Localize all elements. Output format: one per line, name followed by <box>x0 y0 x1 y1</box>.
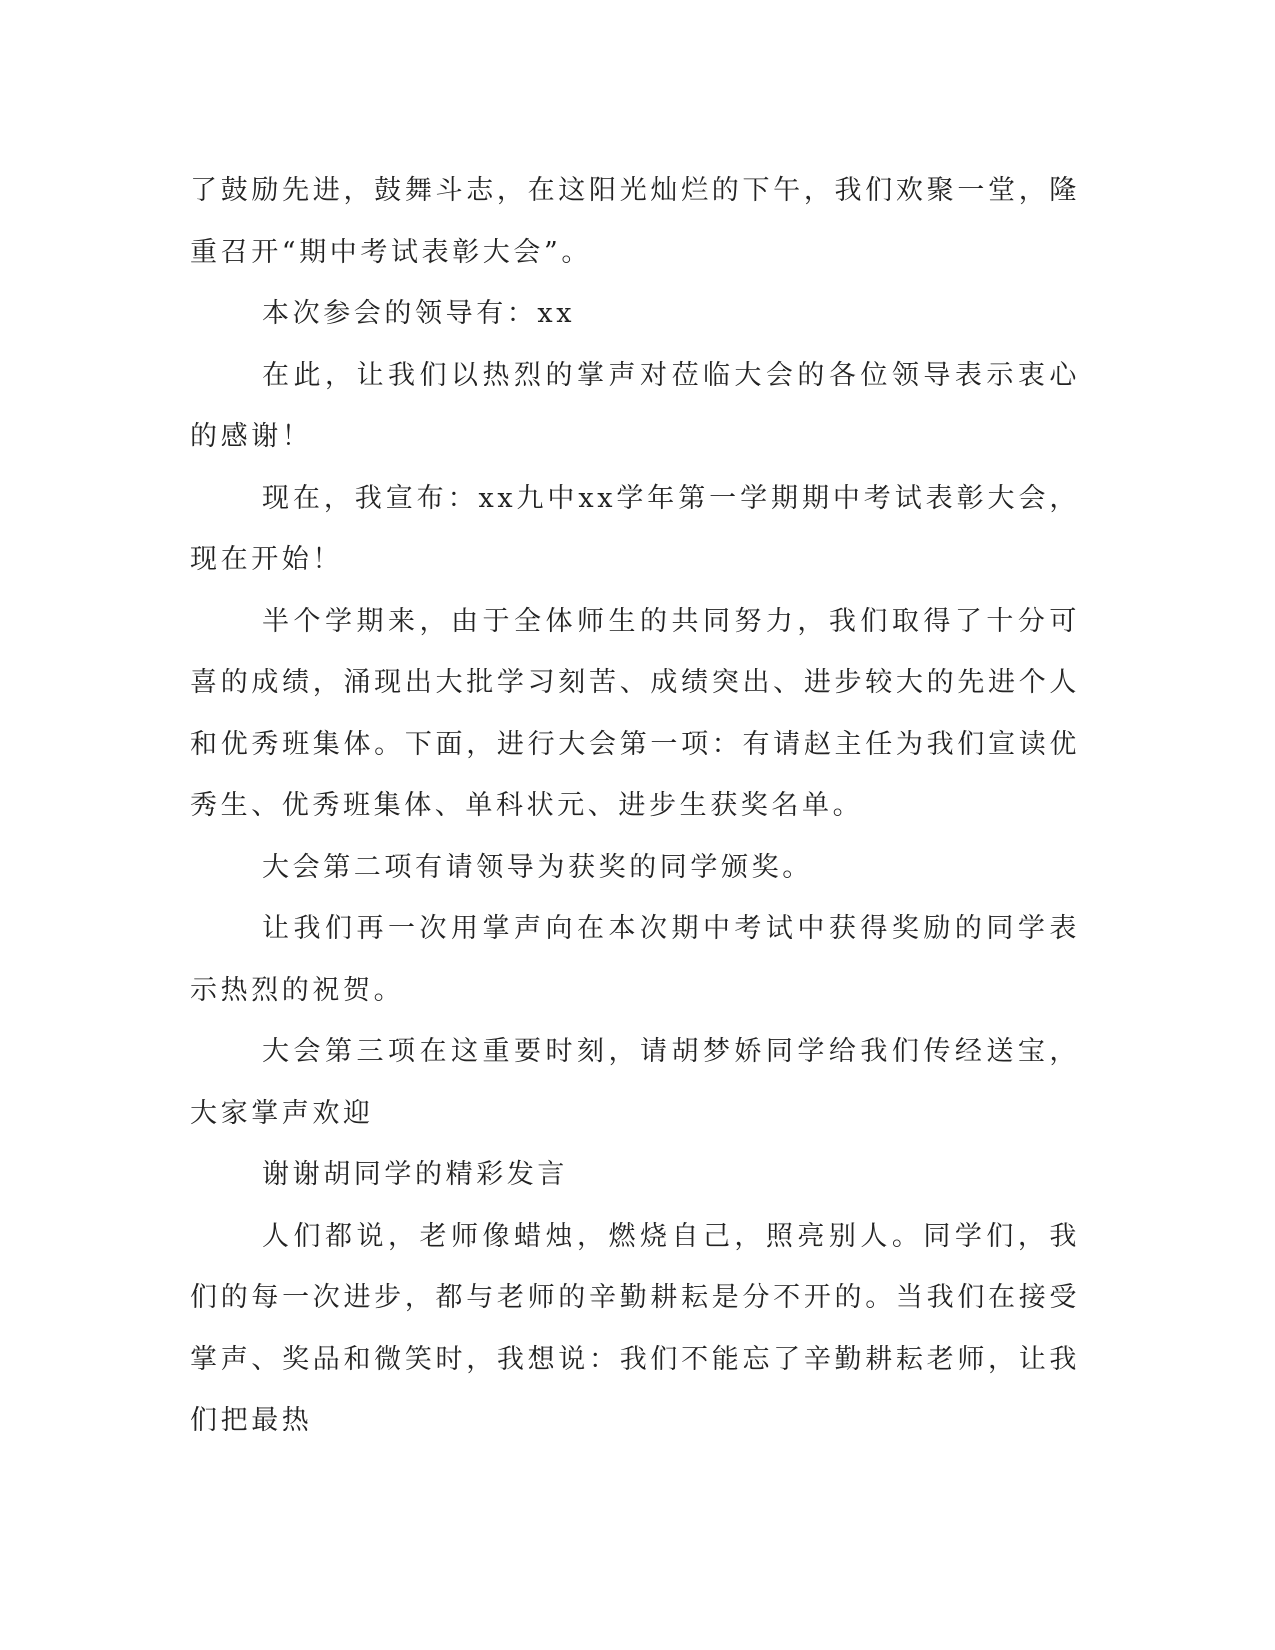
paragraph-7: 让我们再一次用掌声向在本次期中考试中获得奖励的同学表示热烈的祝贺。 <box>190 913 1080 1006</box>
document-body <box>190 160 1080 1452</box>
paragraph-4: 现在，我宣布：xx九中xx学年第一学期期中考试表彰大会，现在开始！ <box>190 482 1080 575</box>
paragraph-1: 了鼓励先进，鼓舞斗志，在这阳光灿烂的下午，我们欢聚一堂，隆重召开“期中考试表彰大会”。 <box>190 175 1080 268</box>
paragraph-10: 人们都说，老师像蜡烛，燃烧自己，照亮别人。同学们，我们的每一次进步，都与老师的辛勤耕耘是分不开的。当我们在接受掌声、奖品和微笑时，我想说：我们不能忘了辛勤耕耘老师，让我们把最热 <box>190 1220 1080 1436</box>
paragraph-8: 大会第三项在这重要时刻，请胡梦娇同学给我们传经送宝，大家掌声欢迎 <box>190 1036 1080 1129</box>
paragraph-6: 大会第二项有请领导为获奖的同学颁奖。 <box>262 851 813 883</box>
paragraph-9: 谢谢胡同学的精彩发言 <box>262 1159 568 1190</box>
paragraph-3: 在此，让我们以热烈的掌声对莅临大会的各位领导表示衷心的感谢！ <box>190 359 1080 452</box>
paragraph-2: 本次参会的领导有：xx <box>262 298 576 329</box>
paragraph-5: 半个学期来，由于全体师生的共同努力，我们取得了十分可喜的成绩，涌现出大批学习刻苦、成绩突出、进步较大的先进个人和优秀班集体。下面，进行大会第一项：有请赵主任为我们宣读优秀生、优秀班集体、单科状元、进步生获奖名单。 <box>190 605 1080 821</box>
